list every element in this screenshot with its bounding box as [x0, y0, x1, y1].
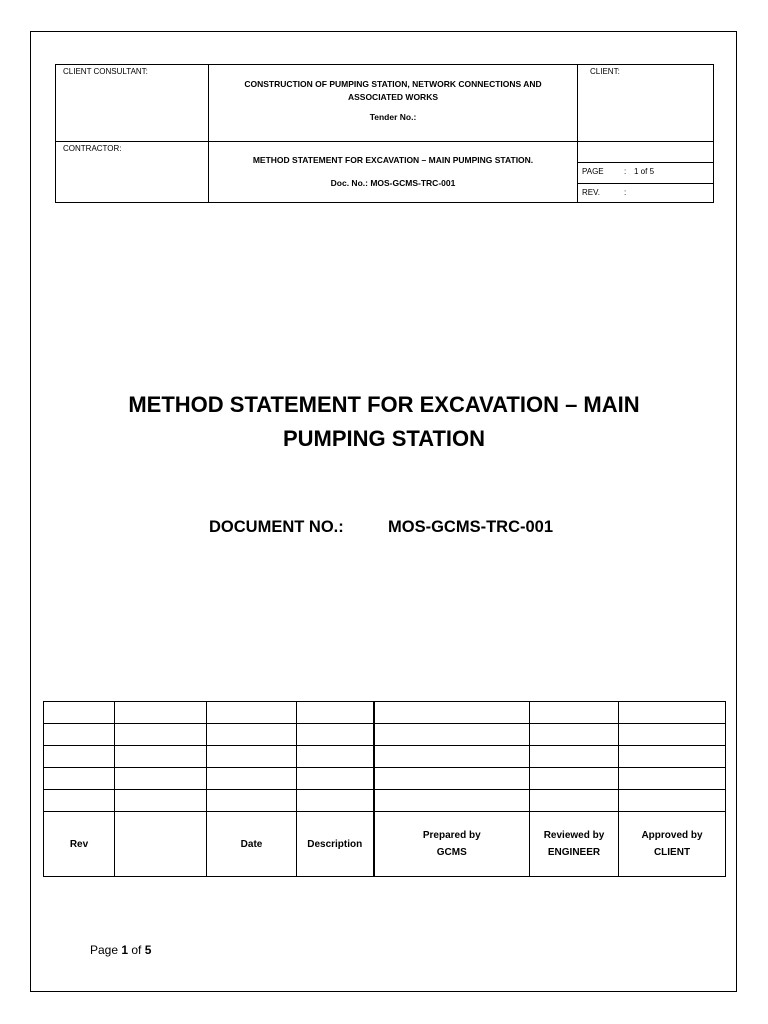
revision-cell [619, 790, 726, 812]
tender-label: Tender No.: [369, 112, 417, 122]
page-rev-cell [578, 142, 714, 203]
footer-page-mid: of [128, 943, 145, 957]
revision-row [44, 746, 726, 768]
revision-cell [207, 724, 297, 746]
revision-cell [207, 790, 297, 812]
revision-cell [374, 746, 530, 768]
prepared-by-line2: GCMS [436, 847, 467, 858]
prepared-by-line1: Prepared by [422, 830, 481, 841]
revision-cell [115, 724, 207, 746]
revision-cell [374, 724, 530, 746]
revision-cell [115, 746, 207, 768]
rev-info [578, 183, 713, 202]
document-title [80, 388, 688, 456]
revision-cell [297, 746, 374, 768]
date-header: Date [207, 812, 297, 877]
rev-header: Rev [44, 812, 115, 877]
revision-cell [115, 768, 207, 790]
revision-cell [115, 702, 207, 724]
project-title-line1: CONSTRUCTION OF PUMPING STATION, NETWORK CONNECTIONS AND [244, 79, 542, 89]
revision-cell [530, 724, 619, 746]
client-consultant-cell [56, 65, 209, 142]
revision-cell [207, 702, 297, 724]
page-footer [90, 943, 151, 957]
revision-cell [374, 790, 530, 812]
revision-cell [297, 768, 374, 790]
revision-table [43, 701, 726, 877]
revision-cell [619, 746, 726, 768]
document-number-label: DOCUMENT NO.: [209, 518, 344, 536]
revision-cell [297, 702, 374, 724]
revision-cell [619, 724, 726, 746]
prepared-by-header [374, 812, 530, 877]
page-sep: : [624, 167, 627, 176]
page-value: 1 of 5 [634, 167, 655, 176]
revision-row [44, 790, 726, 812]
revision-header-row [44, 812, 726, 877]
revision-row [44, 724, 726, 746]
project-title-cell [209, 65, 578, 142]
project-title-line2: ASSOCIATED WORKS [347, 92, 439, 102]
revision-cell [115, 790, 207, 812]
revision-cell [297, 790, 374, 812]
footer-page-prefix: Page [90, 943, 122, 957]
blank-header [115, 812, 207, 877]
page-info [578, 162, 713, 183]
revision-row [44, 702, 726, 724]
document-title-line1: METHOD STATEMENT FOR EXCAVATION – MAIN [128, 392, 640, 417]
revision-cell [619, 702, 726, 724]
revision-cell [44, 746, 115, 768]
revision-cell [374, 702, 530, 724]
revision-cell [207, 746, 297, 768]
rev-sep: : [624, 188, 627, 197]
approved-by-line2: CLIENT [653, 847, 691, 858]
client-consultant-label: CLIENT CONSULTANT: [63, 67, 148, 76]
revision-row [44, 768, 726, 790]
description-header: Description [297, 812, 374, 877]
revision-cell [530, 790, 619, 812]
client-label: CLIENT: [590, 67, 620, 76]
revision-cell [374, 768, 530, 790]
approved-by-header [619, 812, 726, 877]
contractor-cell [56, 142, 209, 203]
document-title-line2: PUMPING STATION [282, 426, 486, 451]
footer-page-current: 1 [121, 943, 129, 957]
approved-by-line1: Approved by [641, 830, 703, 841]
revision-cell [44, 790, 115, 812]
revision-cell [44, 724, 115, 746]
revision-cell [297, 724, 374, 746]
revision-cell [619, 768, 726, 790]
revision-cell [44, 702, 115, 724]
revision-cell [207, 768, 297, 790]
revision-cell [530, 702, 619, 724]
rev-key: REV. [582, 188, 600, 197]
reviewed-by-line1: Reviewed by [543, 830, 605, 841]
revision-cell [530, 768, 619, 790]
client-cell [578, 65, 714, 142]
method-statement-title: METHOD STATEMENT FOR EXCAVATION – MAIN PUMPING STATION. [252, 155, 534, 165]
method-statement-cell [209, 142, 578, 203]
revision-cell [44, 768, 115, 790]
reviewed-by-header [530, 812, 619, 877]
header-doc-no: Doc. No.: MOS-GCMS-TRC-001 [330, 178, 456, 188]
footer-page-total: 5 [144, 943, 152, 957]
contractor-label: CONTRACTOR: [63, 144, 122, 153]
document-number-value: MOS-GCMS-TRC-001 [388, 518, 554, 536]
document-header [55, 64, 714, 203]
page-key: PAGE [582, 167, 604, 176]
revision-cell [530, 746, 619, 768]
reviewed-by-line2: ENGINEER [547, 847, 601, 858]
